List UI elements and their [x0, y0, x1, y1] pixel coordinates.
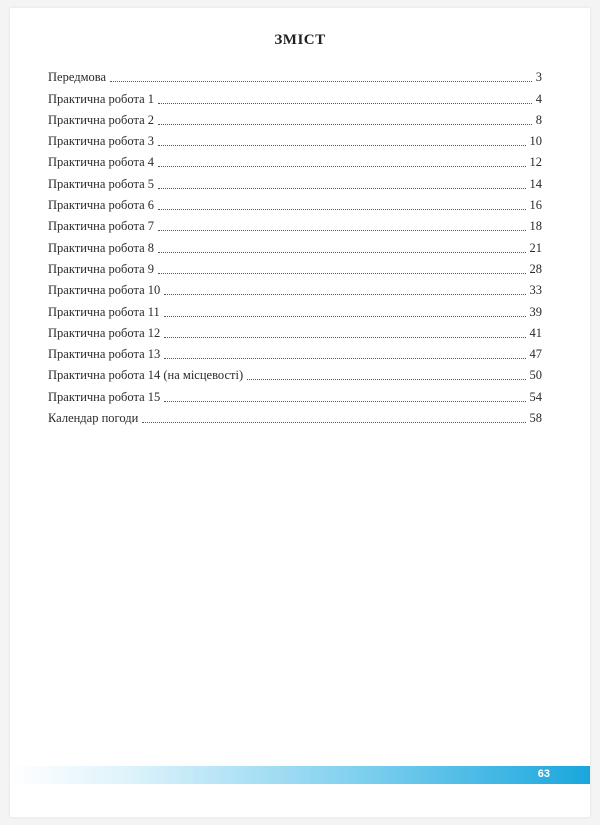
toc-entry-label: Календар погоди [48, 411, 139, 426]
toc-entry-label: Практична робота 1 [48, 91, 155, 106]
toc-entry-label: Практична робота 11 [48, 304, 160, 319]
toc-leader-dots [164, 294, 525, 295]
toc-leader-dots [158, 103, 532, 104]
toc-leader-dots [158, 188, 525, 189]
toc-entry-page: 10 [529, 134, 542, 149]
toc-entry [48, 128, 542, 149]
toc-entry-page: 54 [529, 389, 542, 404]
toc-entry [48, 341, 542, 362]
toc-entry [48, 213, 542, 234]
table-of-contents [48, 64, 542, 426]
toc-entry-label: Практична робота 6 [48, 198, 155, 213]
toc-entry [48, 192, 542, 213]
toc-entry [48, 234, 542, 255]
toc-entry [48, 320, 542, 341]
toc-entry [48, 64, 542, 85]
toc-entry-label: Практична робота 5 [48, 176, 155, 191]
toc-entry [48, 149, 542, 170]
toc-entry-page: 8 [535, 112, 542, 127]
page-title: ЗМІСТ [274, 32, 326, 48]
toc-leader-dots [164, 337, 525, 338]
toc-leader-dots [142, 422, 525, 423]
toc-entry-page: 33 [529, 283, 542, 298]
toc-entry-label: Практична робота 15 [48, 389, 161, 404]
toc-leader-dots [158, 124, 532, 125]
toc-entry [48, 277, 542, 298]
toc-entry-page: 39 [529, 304, 542, 319]
toc-leader-dots [164, 316, 526, 317]
toc-entry-page: 16 [529, 198, 542, 213]
toc-entry-page: 4 [535, 91, 542, 106]
toc-leader-dots [158, 252, 525, 253]
document-page [10, 8, 590, 817]
toc-entry-label: Практична робота 10 [48, 283, 161, 298]
toc-entry [48, 383, 542, 404]
toc-entry-label: Практична робота 12 [48, 325, 161, 340]
toc-leader-dots [158, 145, 525, 146]
toc-entry [48, 362, 542, 383]
footer-accent-bar [10, 766, 590, 784]
toc-entry-page: 12 [529, 155, 542, 170]
toc-entry [48, 256, 542, 277]
toc-entry-label: Практична робота 4 [48, 155, 155, 170]
toc-leader-dots [247, 379, 525, 380]
toc-entry-page: 3 [535, 70, 542, 85]
toc-entry-label: Практична робота 9 [48, 261, 155, 276]
toc-entry-page: 47 [529, 347, 542, 362]
toc-entry [48, 405, 542, 426]
toc-entry-page: 58 [529, 411, 542, 426]
toc-entry [48, 170, 542, 191]
toc-entry-label: Практична робота 3 [48, 134, 155, 149]
toc-entry [48, 85, 542, 106]
toc-leader-dots [158, 273, 525, 274]
toc-entry-page: 50 [529, 368, 542, 383]
toc-entry-label: Практична робота 14 (на місцевості) [48, 368, 244, 383]
toc-leader-dots [158, 209, 525, 210]
toc-leader-dots [158, 166, 525, 167]
toc-leader-dots [110, 81, 532, 82]
toc-entry-page: 28 [529, 261, 542, 276]
toc-entry-page: 21 [529, 240, 542, 255]
toc-leader-dots [158, 230, 525, 231]
toc-entry-label: Практична робота 8 [48, 240, 155, 255]
toc-leader-dots [164, 401, 525, 402]
toc-entry-label: Практична робота 13 [48, 347, 161, 362]
toc-entry-page: 14 [529, 176, 542, 191]
toc-entry-label: Практична робота 2 [48, 112, 155, 127]
toc-leader-dots [164, 358, 525, 359]
toc-entry-page: 41 [529, 325, 542, 340]
page-number: 63 [537, 768, 550, 780]
toc-entry [48, 298, 542, 319]
toc-entry-page: 18 [529, 219, 542, 234]
toc-entry-label: Практична робота 7 [48, 219, 155, 234]
toc-entry-label: Передмова [48, 70, 107, 85]
toc-entry [48, 107, 542, 128]
